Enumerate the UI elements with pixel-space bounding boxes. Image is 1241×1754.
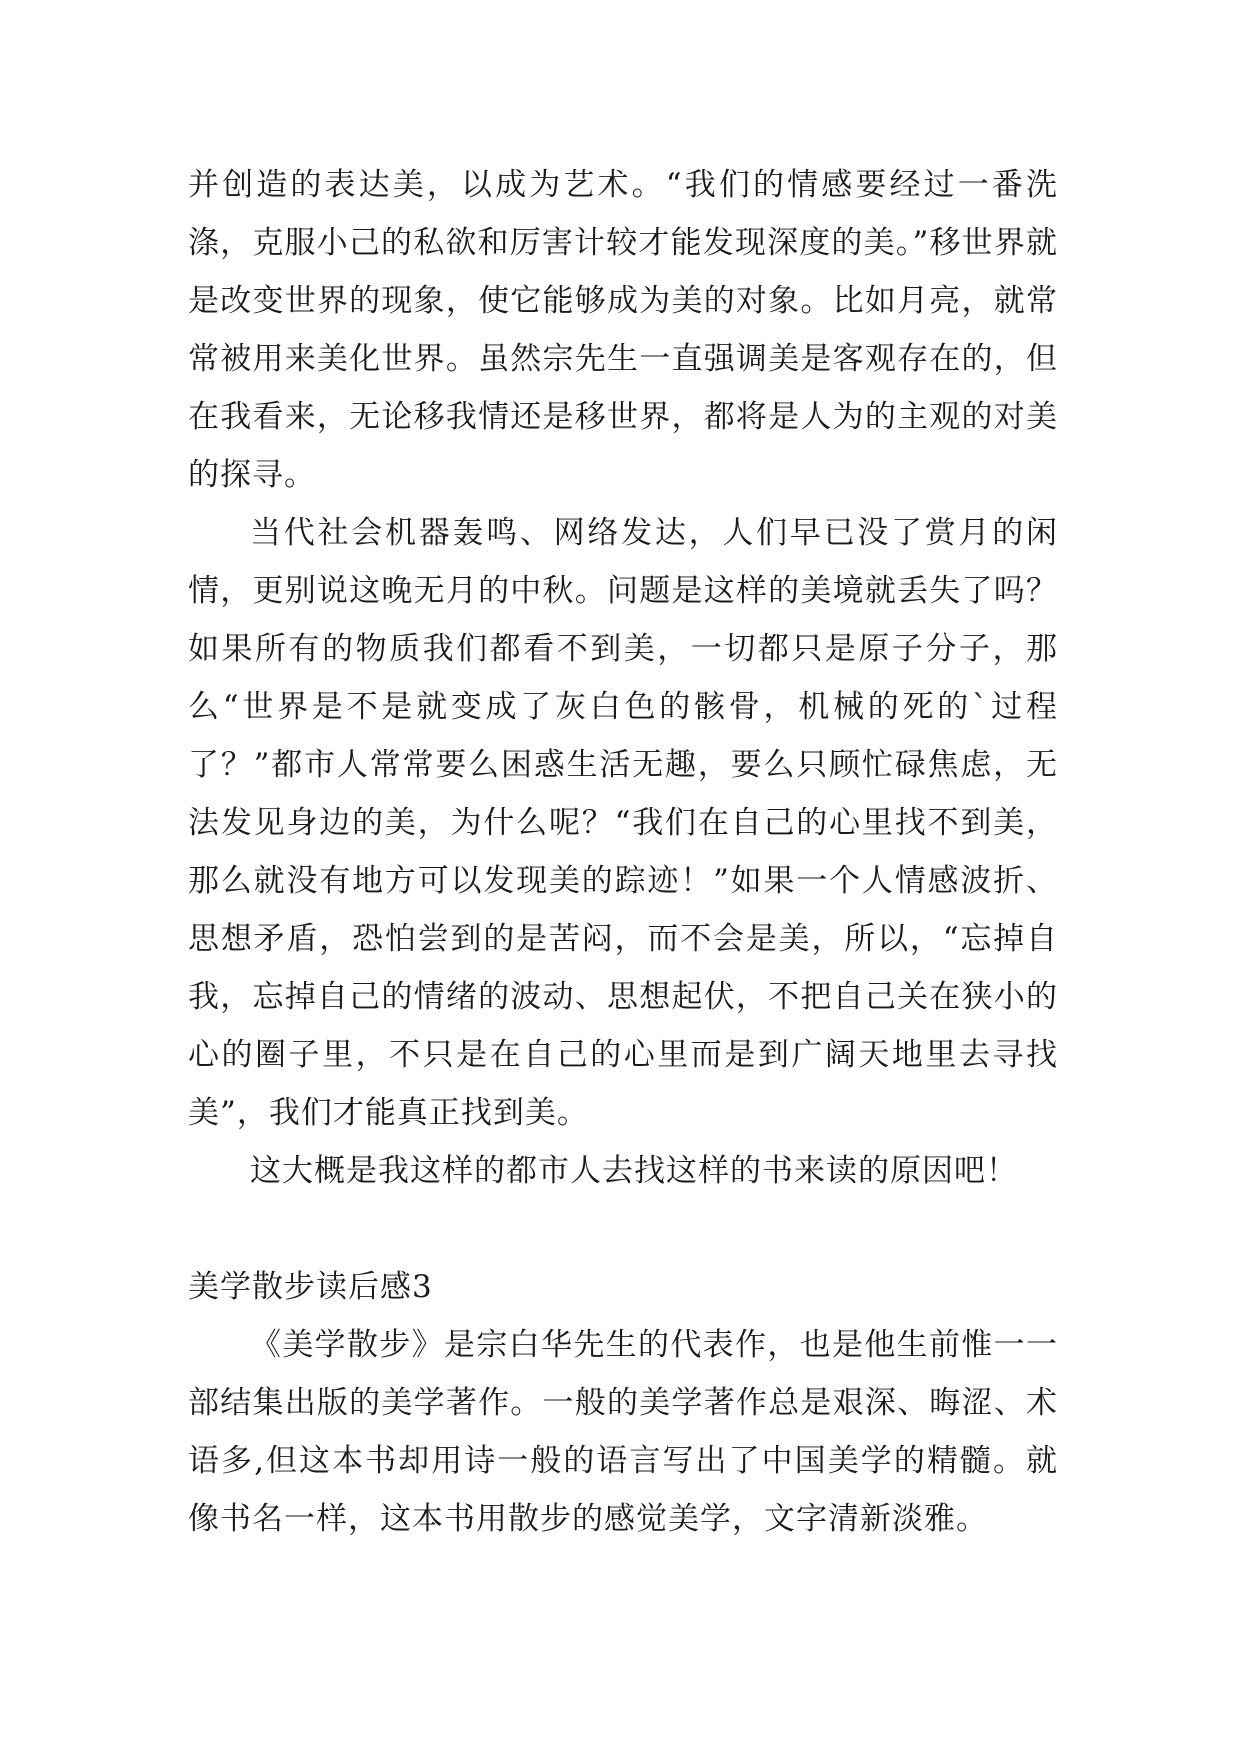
paragraph: 并创造的表达美，以成为艺术。“我们的情感要经过一番洗涤，克服小己的私欲和厉害计较才能发现深度的美。”移世界就是改变世界的现象，使它能够成为美的对象。比如月亮，就常常被用来美化世界。虽然宗先生一直强调美是客观存在的，但在我看来，无论移我情还是移世界，都将是人为的主观的对美的探寻。: [188, 167, 1058, 493]
paragraph: 这大概是我这样的都市人去找这样的书来读的原因吧！: [250, 1153, 1018, 1189]
paragraph: 当代社会机器轰鸣、网络发达，人们早已没了赏月的闲情，更别说这晚无月的中秋。问题是这样的美境就丢失了吗？如果所有的物质我们都看不到美，一切都只是原子分子，那么“世界是不是就变成了灰白色的骸骨，机械的死的`过程了？”都市人常常要么困惑生活无趣，要么只顾忙碌焦虑，无法发见身边的美，为什么呢？“我们在自己的心里找不到美，那么就没有地方可以发现美的踪迹！”如果一个人情感波折、思想矛盾，恐怕尝到的是苦闷，而不会是美，所以，“忘掉自我，忘掉自己的情绪的波动、思想起伏，不把自己关在狭小的心的圈子里，不只是在自己的心里而是到广阔天地里去寻找美”，我们才能真正找到美。: [188, 515, 1058, 1131]
section-heading: 美学散步读后感3: [188, 1269, 433, 1305]
paragraph: 《美学散步》是宗白华先生的代表作，也是他生前惟一一部结集出版的美学著作。一般的美学著作总是艰深、晦涩、术语多,但这本书却用诗一般的语言写出了中国美学的精髓。就像书名一样，这本书用散步的感觉美学，文字清新淡雅。: [188, 1327, 1058, 1537]
